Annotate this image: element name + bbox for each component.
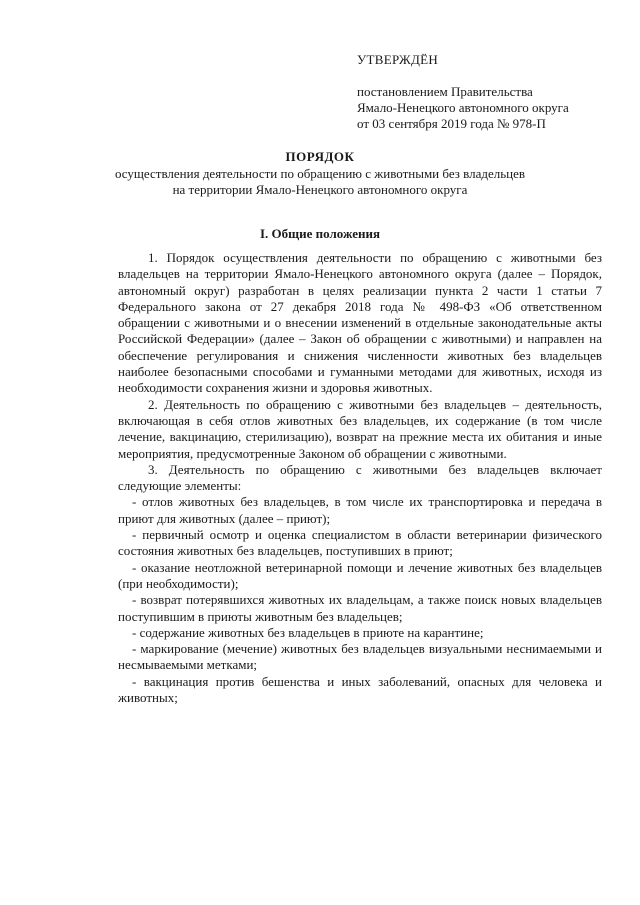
list-item: - оказание неотложной ветеринарной помощи и лечение животных без владельцев (при необходимости);: [118, 559, 602, 591]
document-subtitle-line-1: осуществления деятельности по обращению с животными без владельцев: [114, 166, 526, 181]
document-subtitle-line-2: на территории Ямало-Ненецкого автономного округа: [172, 182, 468, 197]
paragraph-3: 3. Деятельность по обращению с животными без владельцев включает следующие элементы:: [118, 461, 602, 494]
approval-line-1: постановлением Правительства: [357, 84, 533, 99]
document-title: ПОРЯДОК: [285, 149, 355, 164]
document-title-block: [80, 149, 560, 198]
list-item: - маркирование (мечение) животных без владельцев визуальными неснимаемыми и несмываемыми метками;: [118, 641, 602, 673]
approval-line-2: Ямало-Ненецкого автономного округа: [357, 100, 569, 115]
list-item: - первичный осмотр и оценка специалистом в области ветеринарии физического состояния животных без владельцев, поступивших в приют;: [118, 527, 602, 559]
list-item: - отлов животных без владельцев, в том числе их транспортировка и передача в приют для животных (далее – приют);: [118, 494, 602, 526]
document-body: [118, 250, 602, 706]
paragraph-1: 1. Порядок осуществления деятельности по обращению с животными без владельцев на территории Ямало-Ненецкого автономного округа (далее – Порядок, автономный округ) разработан в целях реализации пункта 2 части 1 статьи 7 Федерального закона от 27 декабря 2018 года № 498-ФЗ «Об ответственном обращении с животными и о внесении изменений в отдельные законодательные акты Российской Федерации» (далее – Закон об обращении с животными) и направлен на обеспечение регулирования и снижения численности животных без владельцев наиболее безопасными способами и гуманными методами для животных, исходя из необходимости сохранения жизни и здоровья животных.: [118, 250, 602, 396]
approval-heading: УТВЕРЖДЁН: [357, 52, 439, 67]
list-item: - возврат потерявшихся животных их владельцам, а также поиск новых владельцев поступившим в приюты животным без владельцев;: [118, 592, 602, 624]
list-item: - вакцинация против бешенства и иных заболеваний, опасных для человека и животных;: [118, 673, 602, 706]
list-item: - содержание животных без владельцев в приюте на карантине;: [132, 624, 484, 640]
approval-stamp: [357, 52, 617, 132]
paragraph-2: 2. Деятельность по обращению с животными без владельцев – деятельность, включающая в себя отлов животных без владельцев, их содержание (в том числе лечение, вакцинацию, стерилизацию), возврат на прежние места их обитания и иные мероприятия, предусмотренные Законом об обращении с животными.: [118, 396, 602, 461]
section-heading: I. Общие положения: [260, 226, 380, 241]
approval-line-3: от 03 сентября 2019 года № 978-П: [357, 116, 546, 131]
